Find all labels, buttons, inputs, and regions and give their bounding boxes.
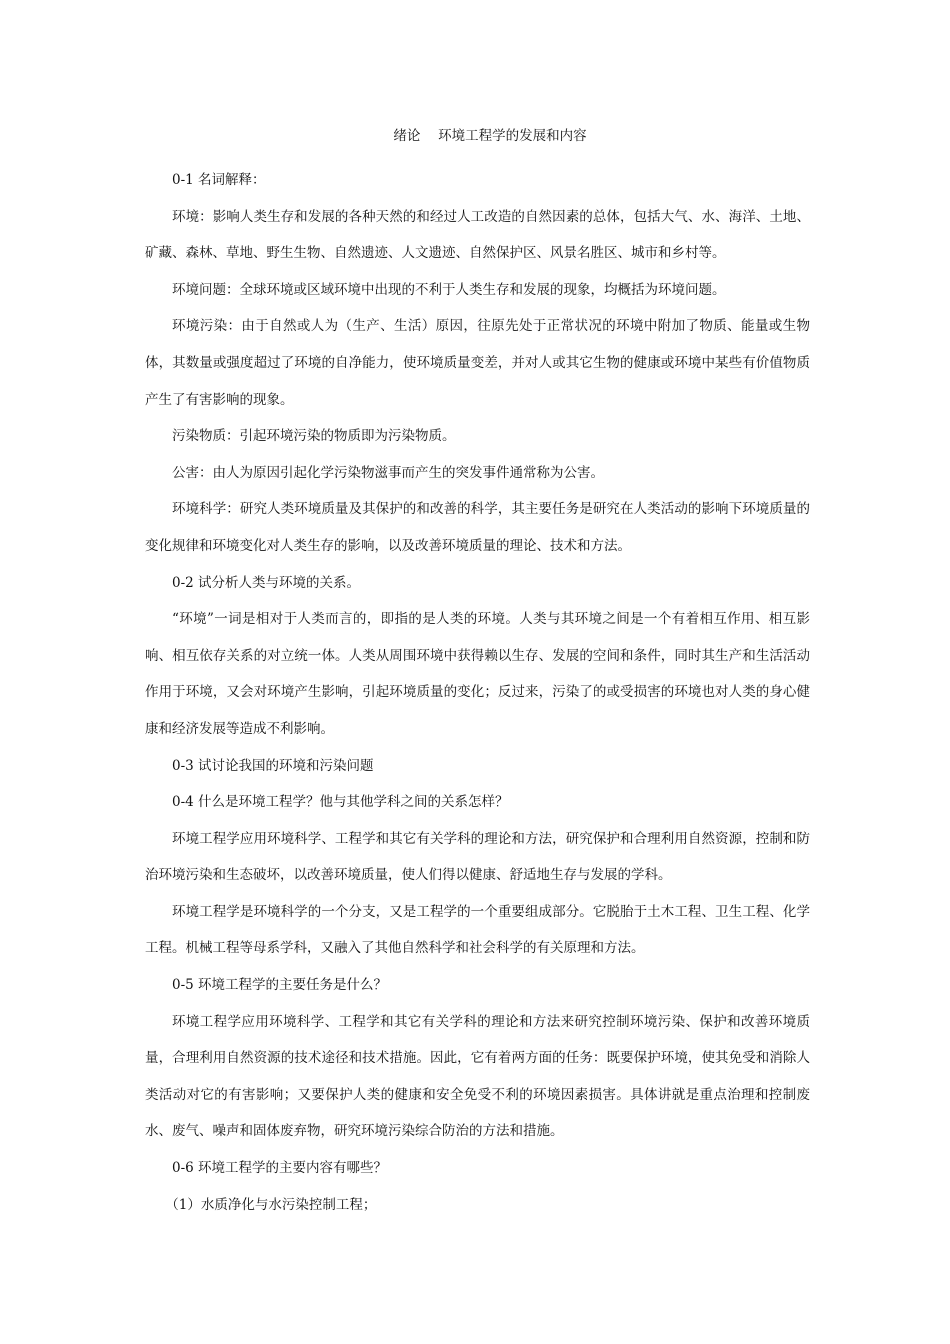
- document-body: [145, 162, 810, 1223]
- answer-0-2: “环境”一词是相对于人类而言的，即指的是人类的环境。人类与其环境之间是一个有着相互作用、相互影响、相互依存关系的对立统一体。人类从周围环境中获得赖以生存、发展的空间和条件，同时其生产和生活活动作用于环境，又会对环境产生影响，引起环境质量的变化；反过来，污染了的或受损害的环境也对人类的身心健康和经济发展等造成不利影响。: [145, 611, 810, 737]
- definition-pollutant: 污染物质：引起环境污染的物质即为污染物质。: [172, 428, 456, 445]
- question-heading-0-2: 0-2 试分析人类与环境的关系。: [172, 574, 361, 591]
- answer-0-4-part-2: 环境工程学是环境科学的一个分支，又是工程学的一个重要组成部分。它脱胎于土木工程、卫生工程、化学工程。机械工程等母系学科，又融入了其他自然科学和社会科学的有关原理和方法。: [145, 903, 810, 957]
- question-heading-0-3: 0-3 试讨论我国的环境和污染问题: [172, 757, 374, 774]
- question-heading-0-6: 0-6 环境工程学的主要内容有哪些？: [172, 1160, 388, 1177]
- answer-0-4-part-1: 环境工程学应用环境科学、工程学和其它有关学科的理论和方法，研究保护和合理利用自然资源，控制和防治环境污染和生态破坏，以改善环境质量，使人们得以健康、舒适地生存与发展的学科。: [145, 830, 810, 884]
- list-item-1: （1）水质净化与水污染控制工程；: [165, 1196, 377, 1213]
- question-heading-0-1: 0-1 名词解释：: [172, 172, 266, 188]
- question-heading-0-5: 0-5 环境工程学的主要任务是什么？: [172, 977, 388, 994]
- definition-environmental-problem: 环境问题：全球环境或区域环境中出现的不利于人类生存和发展的现象，均概括为环境问题。: [172, 281, 726, 298]
- document-title: 绪论 环境工程学的发展和内容: [393, 128, 587, 144]
- definition-environment: 环境：影响人类生存和发展的各种天然的和经过人工改造的自然因素的总体，包括大气、水、海洋、土地、矿藏、森林、草地、野生生物、自然遗迹、人文遗迹、自然保护区、风景名胜区、城市和乡村等。: [145, 208, 810, 262]
- definition-public-hazard: 公害：由人为原因引起化学污染物滋事而产生的突发事件通常称为公害。: [172, 464, 604, 481]
- question-heading-0-4: 0-4 什么是环境工程学？他与其他学科之间的关系怎样？: [172, 794, 509, 811]
- definition-environmental-pollution: 环境污染：由于自然或人为（生产、生活）原因，往原先处于正常状况的环境中附加了物质、能量或生物体，其数量或强度超过了环境的自净能力，使环境质量变差，并对人或其它生物的健康或环境中某些有价值物质产生了有害影响的现象。: [145, 318, 810, 408]
- definition-environmental-science: 环境科学：研究人类环境质量及其保护的和改善的科学，其主要任务是研究在人类活动的影响下环境质量的变化规律和环境变化对人类生存的影响，以及改善环境质量的理论、技术和方法。: [145, 501, 810, 554]
- answer-0-5: 环境工程学应用环境科学、工程学和其它有关学科的理论和方法来研究控制环境污染、保护和改善环境质量，合理利用自然资源的技术途径和技术措施。因此，它有着两方面的任务：既要保护环境，使其免受和消除人类活动对它的有害影响；又要保护人类的健康和安全免受不利的环境因素损害。具体讲就是重点治理和控制废水、废气、噪声和固体废弃物，研究环境污染综合防治的方法和措施。: [145, 1013, 810, 1140]
